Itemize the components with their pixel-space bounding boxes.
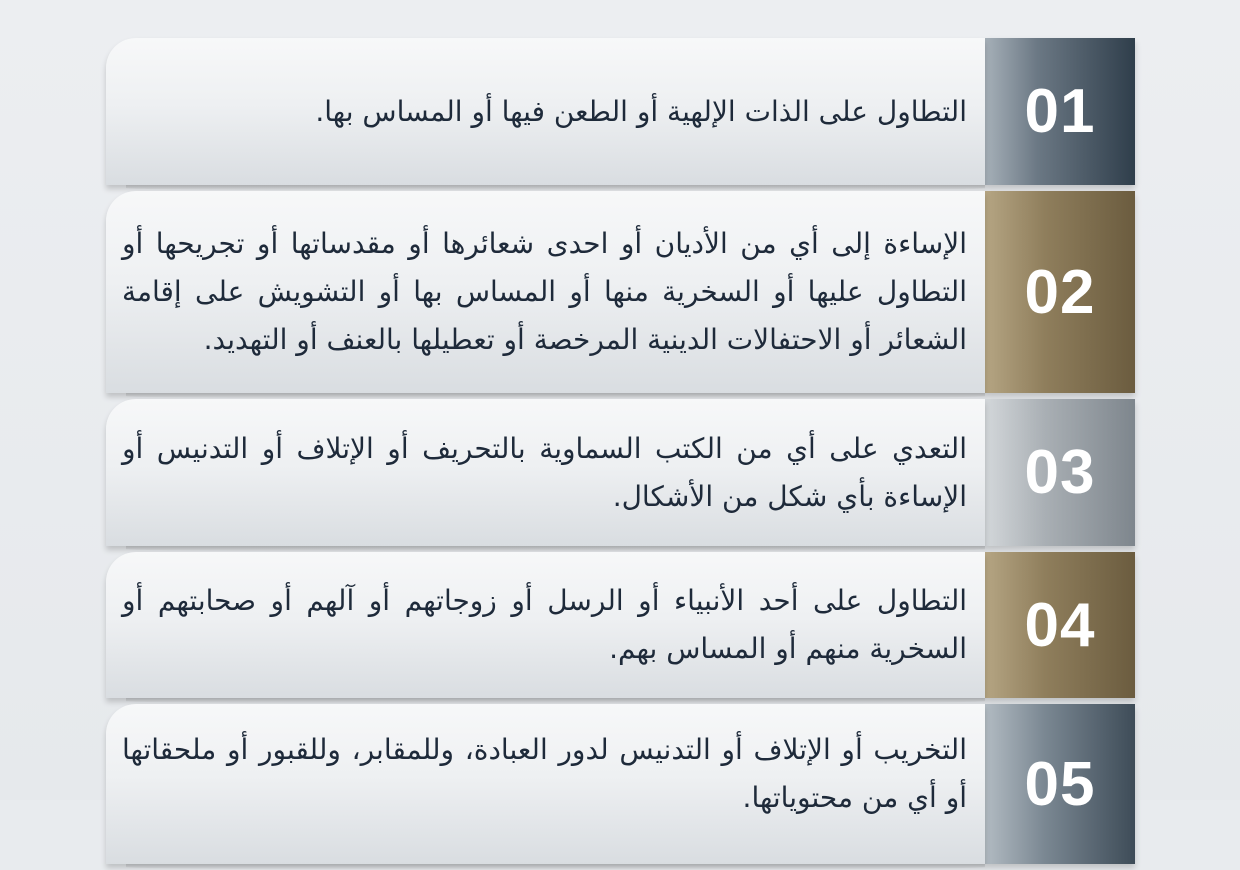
- item-card: [106, 399, 985, 546]
- item-number-badge: 04: [985, 552, 1135, 698]
- item-number-badge: 01: [985, 38, 1135, 185]
- list-item: [106, 191, 1135, 393]
- item-text: التطاول على الذات الإلهية أو الطعن فيها أو المساس بها.: [315, 94, 967, 128]
- item-text: الإساءة إلى أي من الأديان أو احدى شعائرها أو مقدساتها أو تجريحها أو التطاول عليها أو السخرية منها أو المساس بها أو التشويش على إقامة الشعائر أو الاحتفالات الدينية المرخصة أو تعطيلها بالعنف أو التهديد.: [122, 227, 967, 356]
- list-item: [106, 38, 1135, 185]
- item-text: التخريب أو الإتلاف أو التدنيس لدور العبادة، وللمقابر، وللقبور أو ملحقاتها أو أي من محتوياتها.: [122, 733, 967, 814]
- item-text: التطاول على أحد الأنبياء أو الرسل أو زوجاتهم أو آلهم أو صحابتهم أو السخرية منهم أو المساس بهم.: [122, 584, 967, 665]
- item-card: [106, 38, 985, 185]
- item-card: [106, 191, 985, 393]
- item-number-badge: 05: [985, 704, 1135, 864]
- list-item: [106, 399, 1135, 546]
- numbered-list: [106, 38, 1135, 870]
- item-number-badge: 02: [985, 191, 1135, 393]
- list-item: [106, 704, 1135, 864]
- item-card: [106, 704, 985, 864]
- list-item: [106, 552, 1135, 698]
- item-number-badge: 03: [985, 399, 1135, 546]
- item-card: [106, 552, 985, 698]
- item-text: التعدي على أي من الكتب السماوية بالتحريف أو الإتلاف أو التدنيس أو الإساءة بأي شكل من الأشكال.: [122, 431, 967, 513]
